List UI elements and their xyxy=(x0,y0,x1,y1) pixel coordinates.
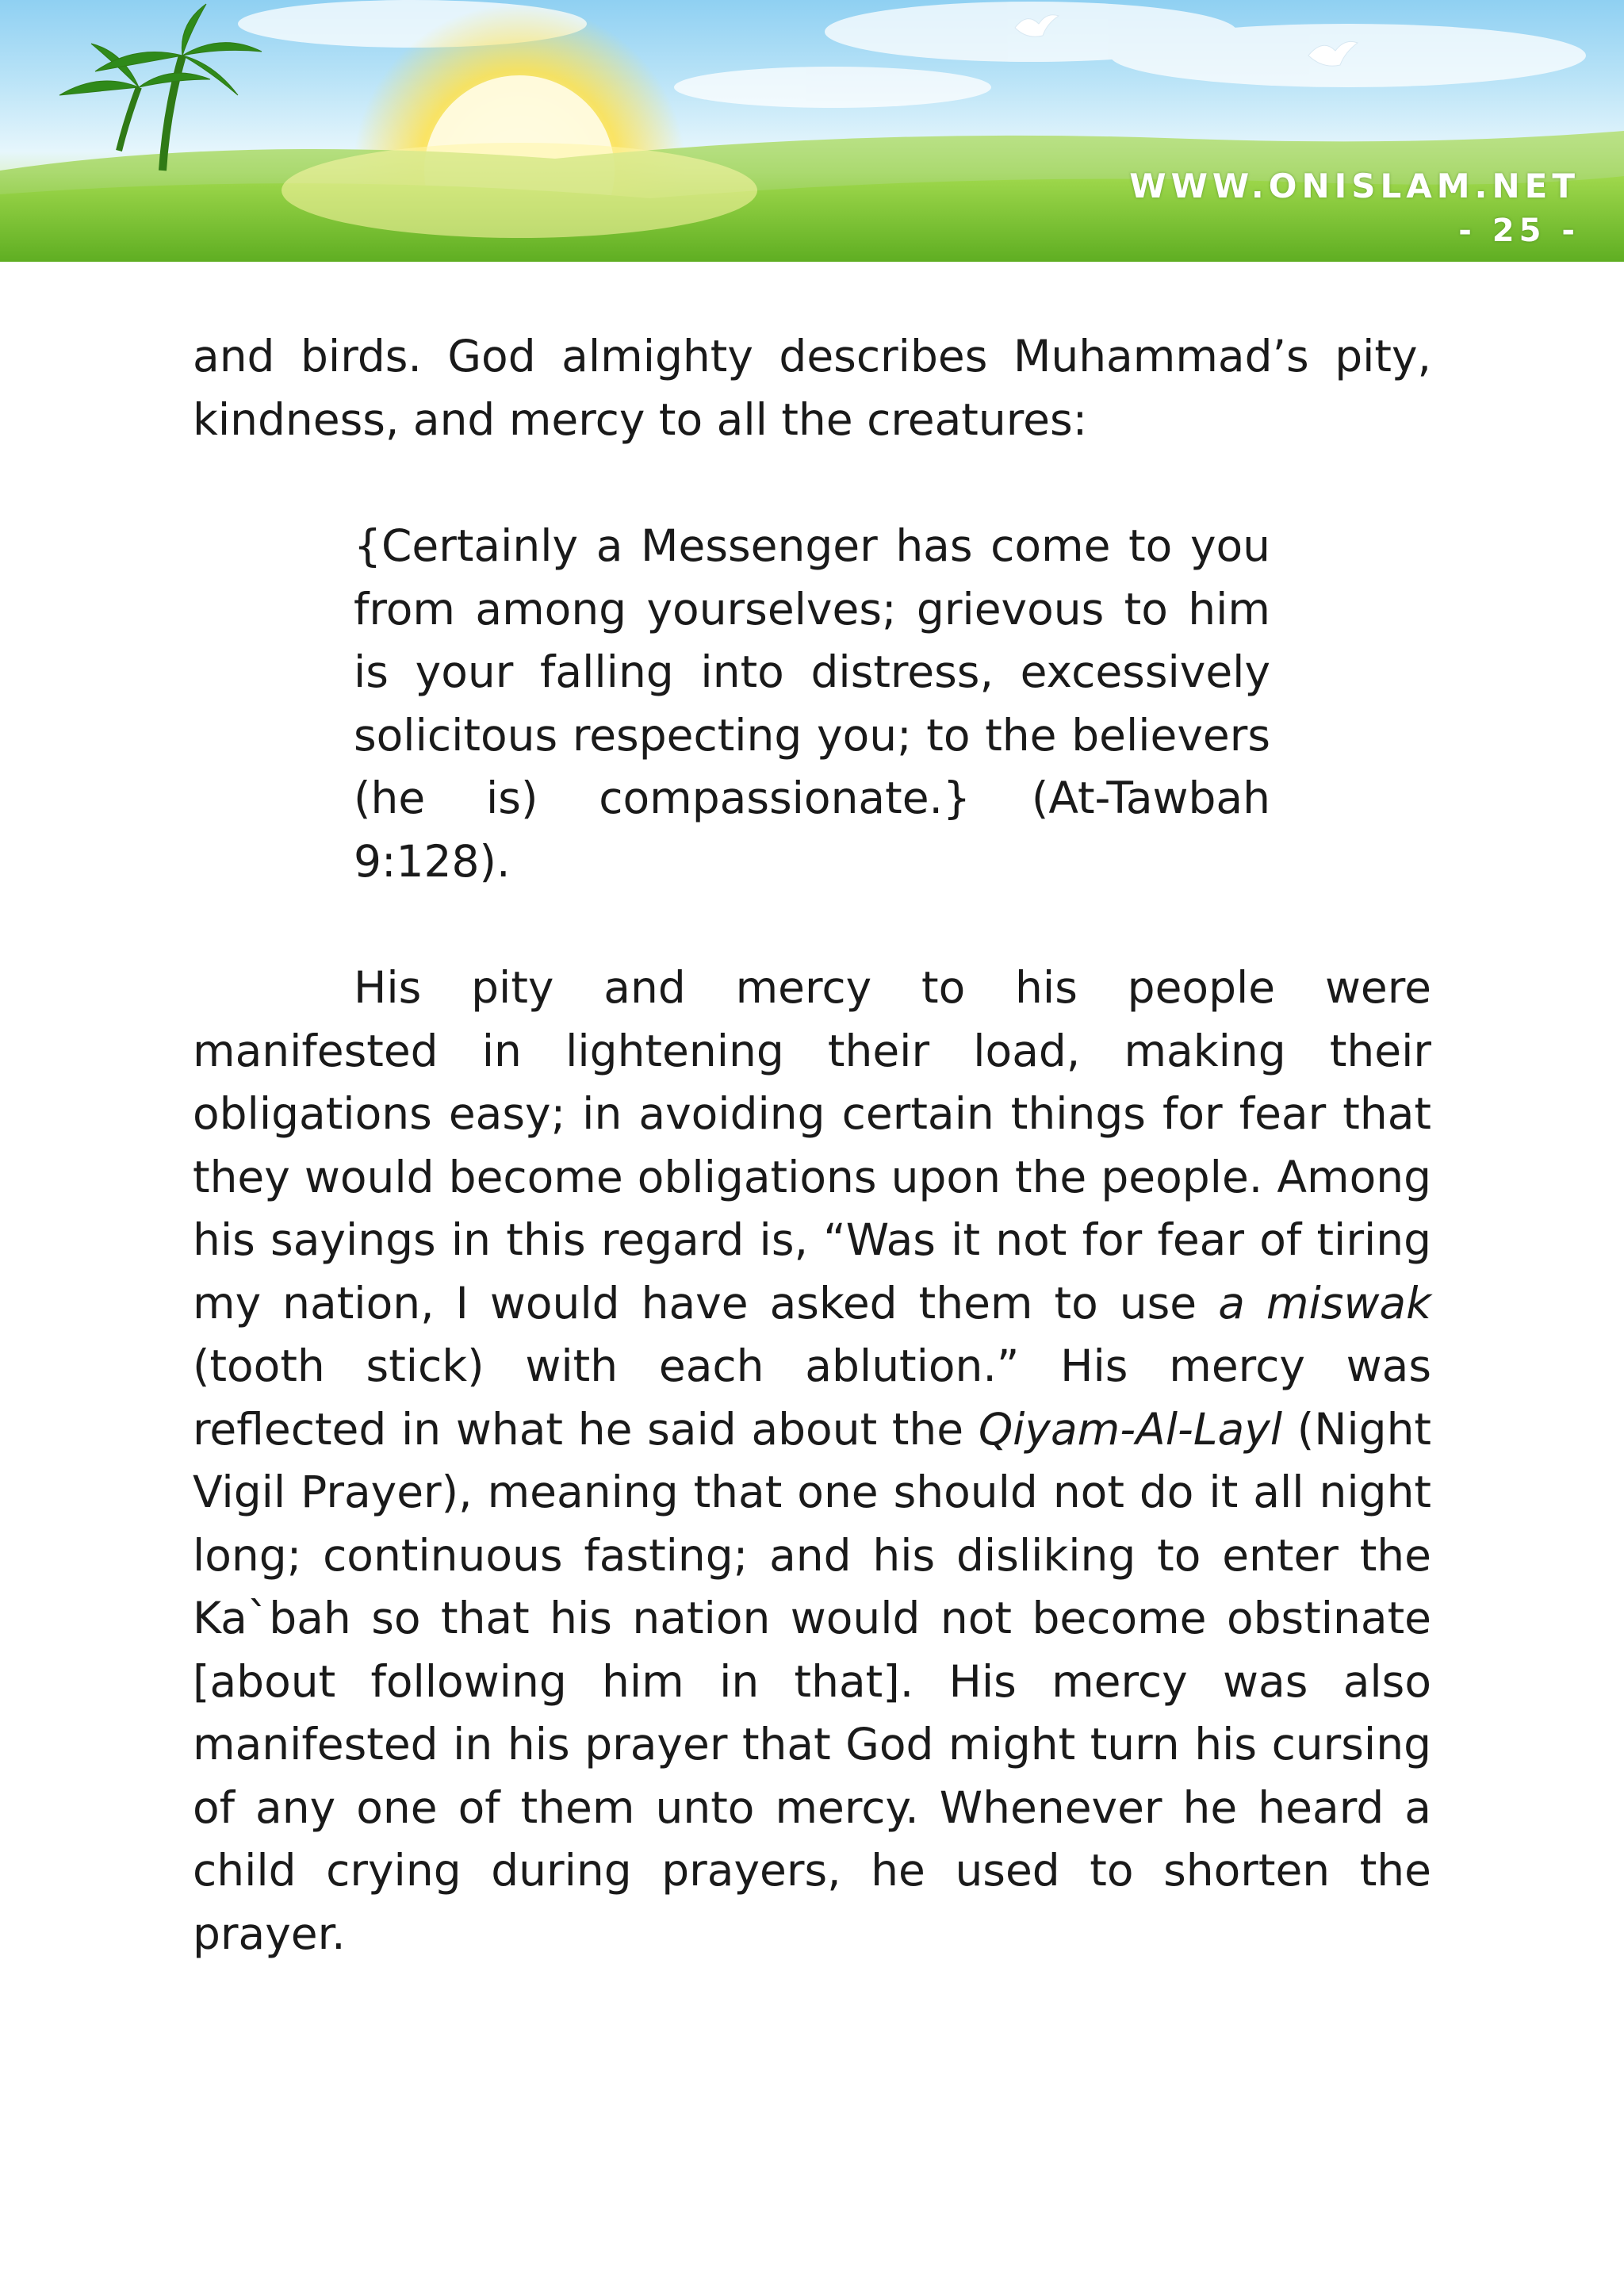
italic-term-qiyam-al-layl: Qiyam-Al-Layl xyxy=(978,1403,1283,1455)
page-body xyxy=(193,325,1431,1965)
palm-trees-icon xyxy=(59,4,262,171)
main-paragraph-text: (Night Vigil Prayer), meaning that one should not do it all night long; continuous fasting; and his disliking to enter the Ka`bah so that his nation would not become obstinate [about following him in that]. His mercy was also manifested in his prayer that God might turn his cursing of any one of them unto mercy. Whenever he heard a child crying during prayers, he used to shorten the prayer. xyxy=(193,1403,1431,1959)
italic-term-miswak: a miswak xyxy=(1218,1277,1431,1329)
header-banner xyxy=(0,0,1624,262)
landscape-illustration xyxy=(0,0,1624,262)
main-paragraph-text: (tooth stick) with each ablution.” His mercy was reflected in what he said about the xyxy=(193,1340,1431,1455)
lead-paragraph: and birds. God almighty describes Muhammad’s pity, kindness, and mercy to all the creatures: xyxy=(193,331,1431,445)
page-number: - 25 - xyxy=(1458,213,1580,249)
main-paragraph xyxy=(193,957,1431,1965)
main-paragraph-text: His pity and mercy to his people were manifested in lightening their load, making their obligations easy; in avoiding certain things for fear that they would become obligations upon the people. Among his sayings in this regard is, “Was it not for fear of tiring my nation, I would have asked them to use xyxy=(193,962,1431,1329)
site-url: WWW.ONISLAM.NET xyxy=(1129,167,1580,205)
quran-quote: {Certainly a Messenger has come to you from among yourselves; grievous to him is your falling into distress, excessively solicitous respecting you; to the believers (he is) compassionate.} (At-Tawbah 9:128). xyxy=(354,520,1270,887)
